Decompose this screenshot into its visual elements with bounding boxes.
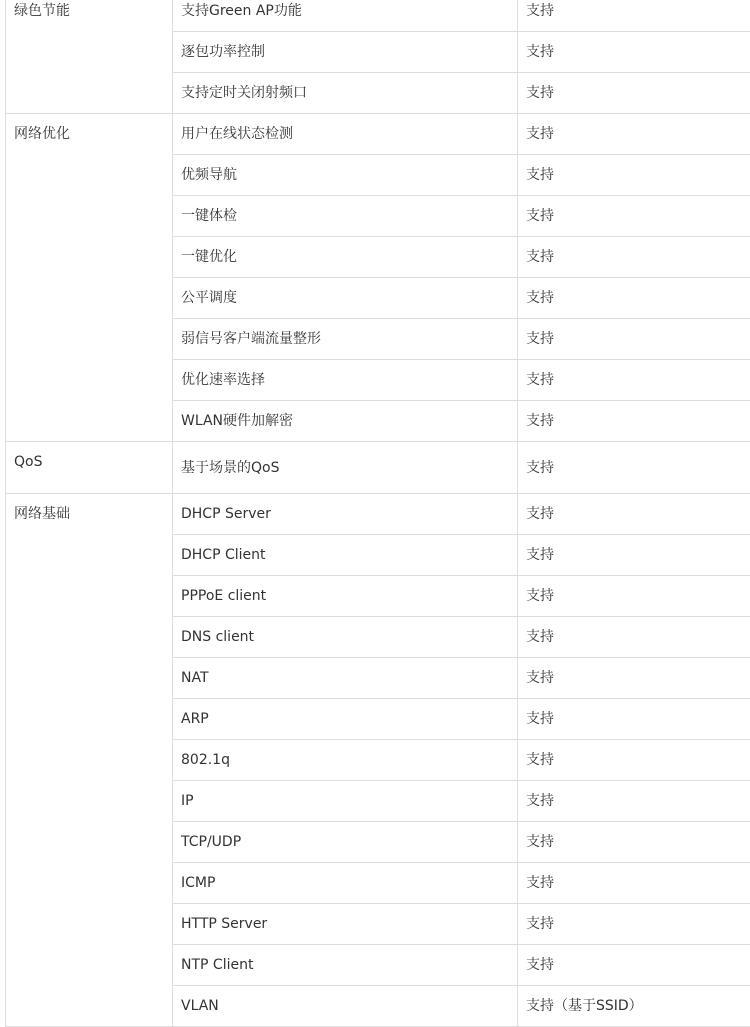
feature-cell: 基于场景的QoS — [173, 442, 518, 494]
support-cell: 支持 — [518, 617, 750, 658]
support-cell: 支持 — [518, 114, 750, 155]
feature-cell: WLAN硬件加解密 — [173, 401, 518, 442]
table-row — [6, 114, 750, 155]
feature-cell: 支持Green AP功能 — [173, 0, 518, 32]
feature-cell: 一键优化 — [173, 237, 518, 278]
support-cell: 支持 — [518, 442, 750, 494]
feature-cell: ICMP — [173, 863, 518, 904]
feature-cell: 弱信号客户端流量整形 — [173, 319, 518, 360]
support-cell: 支持 — [518, 155, 750, 196]
feature-cell: 用户在线状态检测 — [173, 114, 518, 155]
feature-cell: HTTP Server — [173, 904, 518, 945]
feature-cell: 优化速率选择 — [173, 360, 518, 401]
support-cell: 支持 — [518, 278, 750, 319]
support-cell: 支持 — [518, 32, 750, 73]
feature-cell: TCP/UDP — [173, 822, 518, 863]
feature-cell: IP — [173, 781, 518, 822]
support-cell: 支持 — [518, 196, 750, 237]
category-cell: QoS — [6, 442, 173, 494]
support-cell: 支持 — [518, 658, 750, 699]
table-row — [6, 0, 750, 32]
spec-table-body — [6, 0, 750, 1027]
support-cell: 支持 — [518, 904, 750, 945]
feature-cell: NTP Client — [173, 945, 518, 986]
support-cell: 支持 — [518, 73, 750, 114]
support-cell: 支持 — [518, 863, 750, 904]
support-cell: 支持 — [518, 494, 750, 535]
feature-cell: 公平调度 — [173, 278, 518, 319]
feature-cell: 802.1q — [173, 740, 518, 781]
feature-cell: 一键体检 — [173, 196, 518, 237]
category-cell: 绿色节能 — [6, 0, 173, 114]
support-cell: 支持 — [518, 576, 750, 617]
category-cell: 网络基础 — [6, 494, 173, 1027]
feature-cell: DNS client — [173, 617, 518, 658]
support-cell: 支持（基于SSID） — [518, 986, 750, 1027]
support-cell: 支持 — [518, 237, 750, 278]
table-row — [6, 442, 750, 494]
support-cell: 支持 — [518, 699, 750, 740]
support-cell: 支持 — [518, 360, 750, 401]
support-cell: 支持 — [518, 0, 750, 32]
feature-cell: DHCP Server — [173, 494, 518, 535]
feature-cell: ARP — [173, 699, 518, 740]
spec-table — [5, 0, 750, 1027]
support-cell: 支持 — [518, 740, 750, 781]
support-cell: 支持 — [518, 535, 750, 576]
support-cell: 支持 — [518, 822, 750, 863]
support-cell: 支持 — [518, 945, 750, 986]
feature-cell: PPPoE client — [173, 576, 518, 617]
feature-cell: NAT — [173, 658, 518, 699]
support-cell: 支持 — [518, 319, 750, 360]
feature-cell: VLAN — [173, 986, 518, 1027]
support-cell: 支持 — [518, 781, 750, 822]
table-row — [6, 494, 750, 535]
category-cell: 网络优化 — [6, 114, 173, 442]
feature-cell: 优频导航 — [173, 155, 518, 196]
feature-cell: 逐包功率控制 — [173, 32, 518, 73]
support-cell: 支持 — [518, 401, 750, 442]
feature-cell: 支持定时关闭射频口 — [173, 73, 518, 114]
feature-cell: DHCP Client — [173, 535, 518, 576]
